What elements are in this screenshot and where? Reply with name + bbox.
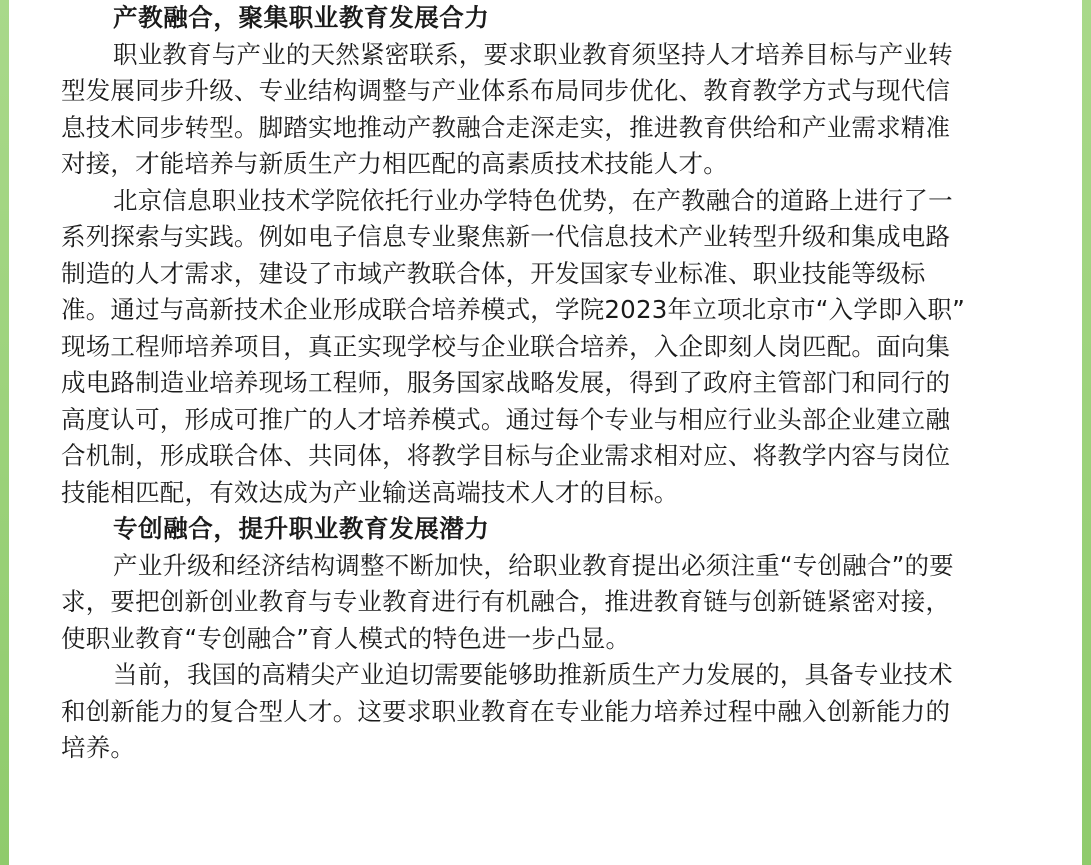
paragraph xyxy=(61,657,1019,767)
paragraph-line: 息技术同步转型。脚踏实地推动产教融合走深走实，推进教育供给和产业需求精准 xyxy=(61,112,951,142)
paragraph-line: 系列探索与实践。例如电子信息专业聚焦新一代信息技术产业转型升级和集成电路 xyxy=(61,222,951,251)
paragraph-line: 准。通过与高新技术企业形成联合培养模式，学院2023年立项北京市“入学即入职” xyxy=(61,295,966,324)
section-heading-industry-education: 产教融合，聚集职业教育发展合力 xyxy=(113,3,490,32)
paragraph-line: 成电路制造业培养现场工程师，服务国家战略发展，得到了政府主管部门和同行的 xyxy=(61,368,951,397)
right-border-decoration xyxy=(1082,0,1091,865)
section-heading-specialty-innovation: 专创融合，提升职业教育发展潜力 xyxy=(113,514,490,543)
paragraph-line: 高度认可，形成可推广的人才培养模式。通过每个专业与相应行业头部企业建立融 xyxy=(61,404,951,434)
paragraph-line: 合机制，形成联合体、共同体，将教学目标与企业需求相对应、将教学内容与岗位 xyxy=(61,441,951,470)
paragraph-line: 职业教育与产业的天然紧密联系，要求职业教育须坚持人才培养目标与产业转 xyxy=(113,39,953,69)
paragraph-line: 型发展同步升级、专业结构调整与产业体系布局同步优化、教育教学方式与现代信 xyxy=(61,76,951,105)
paragraph xyxy=(61,37,1019,183)
article-body xyxy=(61,0,1019,767)
paragraph-line: 技能相匹配，有效达成为产业输送高端技术人才的目标。 xyxy=(61,477,679,507)
paragraph-line: 制造的人才需求，建设了市域产教联合体，开发国家专业标准、职业技能等级标 xyxy=(61,258,926,288)
paragraph-line: 北京信息职业技术学院依托行业办学特色优势，在产教融合的道路上进行了一 xyxy=(113,185,953,215)
paragraph xyxy=(61,183,1019,512)
paragraph-line: 求，要把创新创业教育与专业教育进行有机融合，推进教育链与创新链紧密对接， xyxy=(61,587,951,616)
paragraph-line: 产业升级和经济结构调整不断加快，给职业教育提出必须注重“专创融合”的要 xyxy=(113,550,954,580)
paragraph-line: 当前，我国的高精尖产业迫切需要能够助推新质生产力发展的，具备专业技术 xyxy=(113,660,953,689)
left-border-decoration xyxy=(0,0,9,865)
paragraph xyxy=(61,548,1019,658)
paragraph-line: 现场工程师培养项目，真正实现学校与企业联合培养，入企即刻人岗匹配。面向集 xyxy=(61,331,951,361)
paragraph-line: 使职业教育“专创融合”育人模式的特色进一步凸显。 xyxy=(61,623,631,653)
paragraph-line: 和创新能力的复合型人才。这要求职业教育在专业能力培养过程中融入创新能力的 xyxy=(61,696,951,726)
paragraph-line: 对接，才能培养与新质生产力相匹配的高素质技术技能人才。 xyxy=(61,149,728,178)
paragraph-line: 培养。 xyxy=(61,733,136,762)
